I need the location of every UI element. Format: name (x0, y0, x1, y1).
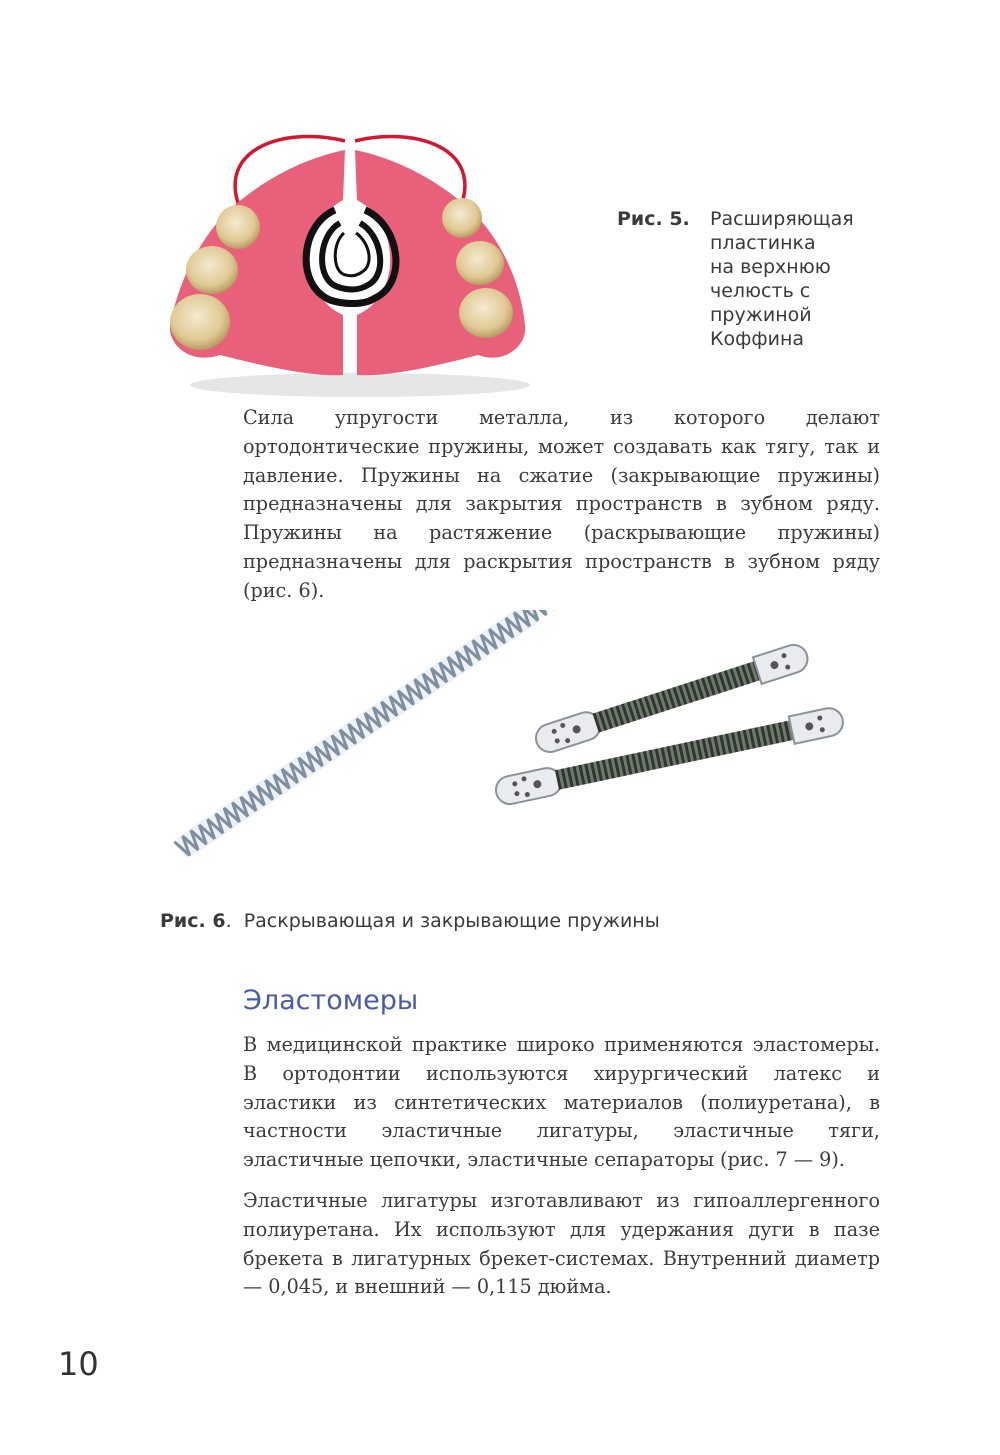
figure6-caption-text: Раскрывающая и закрывающие пружины (243, 910, 660, 932)
figure5-label: Рис. 5. (617, 208, 690, 230)
open-coil-spring (173, 610, 589, 860)
section-title: Эластомеры (243, 985, 419, 1016)
closed-coil-spring (493, 706, 845, 807)
page-number: 10 (58, 1345, 99, 1383)
figure6-label: Рис. 6 (160, 910, 226, 932)
paragraph-springs: Сила упругости металла, из которого делают ортодонтические пружины, может создавать как тягу, так и давление. Пружины на сжатие (закрывающие пружины) предназначены для закрытия пространств в зубном ряду. Пружины на растяжение (раскрывающие пружины) предназначены для раскрытия пространств в зубном ряду (рис. 6). (243, 406, 880, 602)
figure6-label-dot: . (225, 910, 244, 932)
paragraph-ligatures: Эластичные лигатуры изготавливают из гипоаллергенного полиуретана. Их используют для удержания дуги в пазе брекета в лигатурных брекет-системах. Внутренний диаметр — 0,045, и внешний — 0,115 дюйма. (243, 1189, 880, 1299)
figure5-caption-text: Расширяющая пластинка на верхнюю челюсть с пружиной Коффина (710, 208, 854, 350)
figure6-caption (160, 910, 660, 932)
paragraph-elastomers: В медицинской практике широко применяются эластомеры. В ортодонтии используются хирургический латекс и эластики из синтетических материалов (полиуретана), в частности эластичные лигатуры, эластичные тяги, эластичные цепочки, эластичные сепараторы (рис. 7 — 9). (243, 1033, 880, 1172)
springs-illustration (160, 610, 890, 900)
expansion-plate-illustration (160, 115, 540, 405)
